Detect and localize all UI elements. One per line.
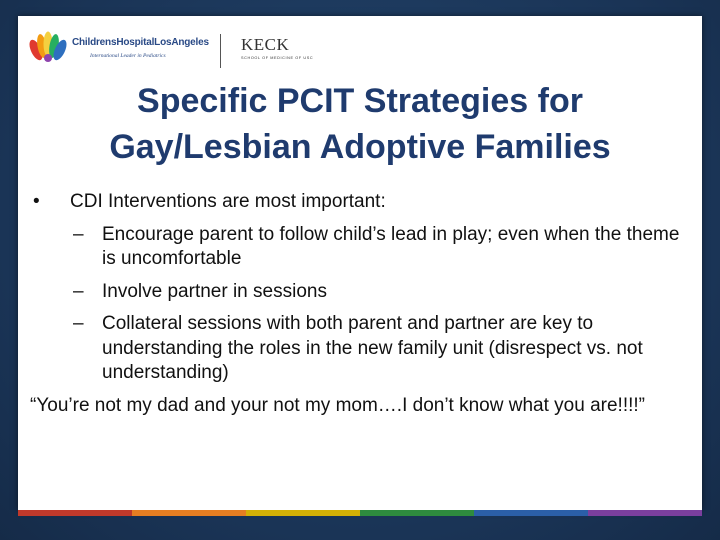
title-line-1: Specific PCIT Strategies for: [137, 82, 583, 120]
stripe-blue: [474, 510, 588, 516]
stripe-orange: [132, 510, 246, 516]
header-logos: [28, 30, 328, 70]
dash-marker: –: [73, 313, 84, 334]
stripe-purple: [588, 510, 702, 516]
chla-tagline: International Leader in Pediatrics: [90, 53, 166, 59]
logo-divider: [220, 34, 221, 68]
title-line-2: Gay/Lesbian Adoptive Families: [109, 128, 611, 166]
stripe-yellow: [246, 510, 360, 516]
dash-marker: –: [73, 280, 84, 302]
slide-title: [40, 78, 680, 170]
bullet-marker: •: [33, 191, 40, 212]
stripe-green: [360, 510, 474, 516]
sub-item: [30, 280, 690, 305]
stripe-red: [18, 510, 132, 516]
chla-logo-text: ChildrensHospitalLosAngeles: [72, 37, 209, 48]
sub-item-text: Involve partner in sessions: [102, 280, 327, 302]
slide-body: [30, 190, 690, 418]
sub-item-text: Collateral sessions with both parent and partner are key to understanding the roles in the new family unit (disrespect vs. not understanding): [102, 313, 643, 383]
bullet-text: CDI Interventions are most important:: [70, 191, 386, 212]
rainbow-stripe: [18, 510, 702, 516]
bullet-item: [30, 190, 690, 215]
keck-subtitle: SCHOOL OF MEDICINE OF USC: [241, 56, 314, 60]
keck-logo-text: KECK: [241, 35, 290, 54]
quote-text: “You’re not my dad and your not my mom….I don’t know what you are!!!!”: [30, 394, 645, 416]
sub-item: [30, 223, 690, 272]
sub-item-text: Encourage parent to follow child’s lead in play; even when the theme is uncomfortable: [102, 223, 680, 269]
dash-marker: –: [73, 223, 84, 245]
sub-item: [30, 312, 690, 386]
chla-rainbow-hands-logo-icon: [28, 30, 68, 66]
